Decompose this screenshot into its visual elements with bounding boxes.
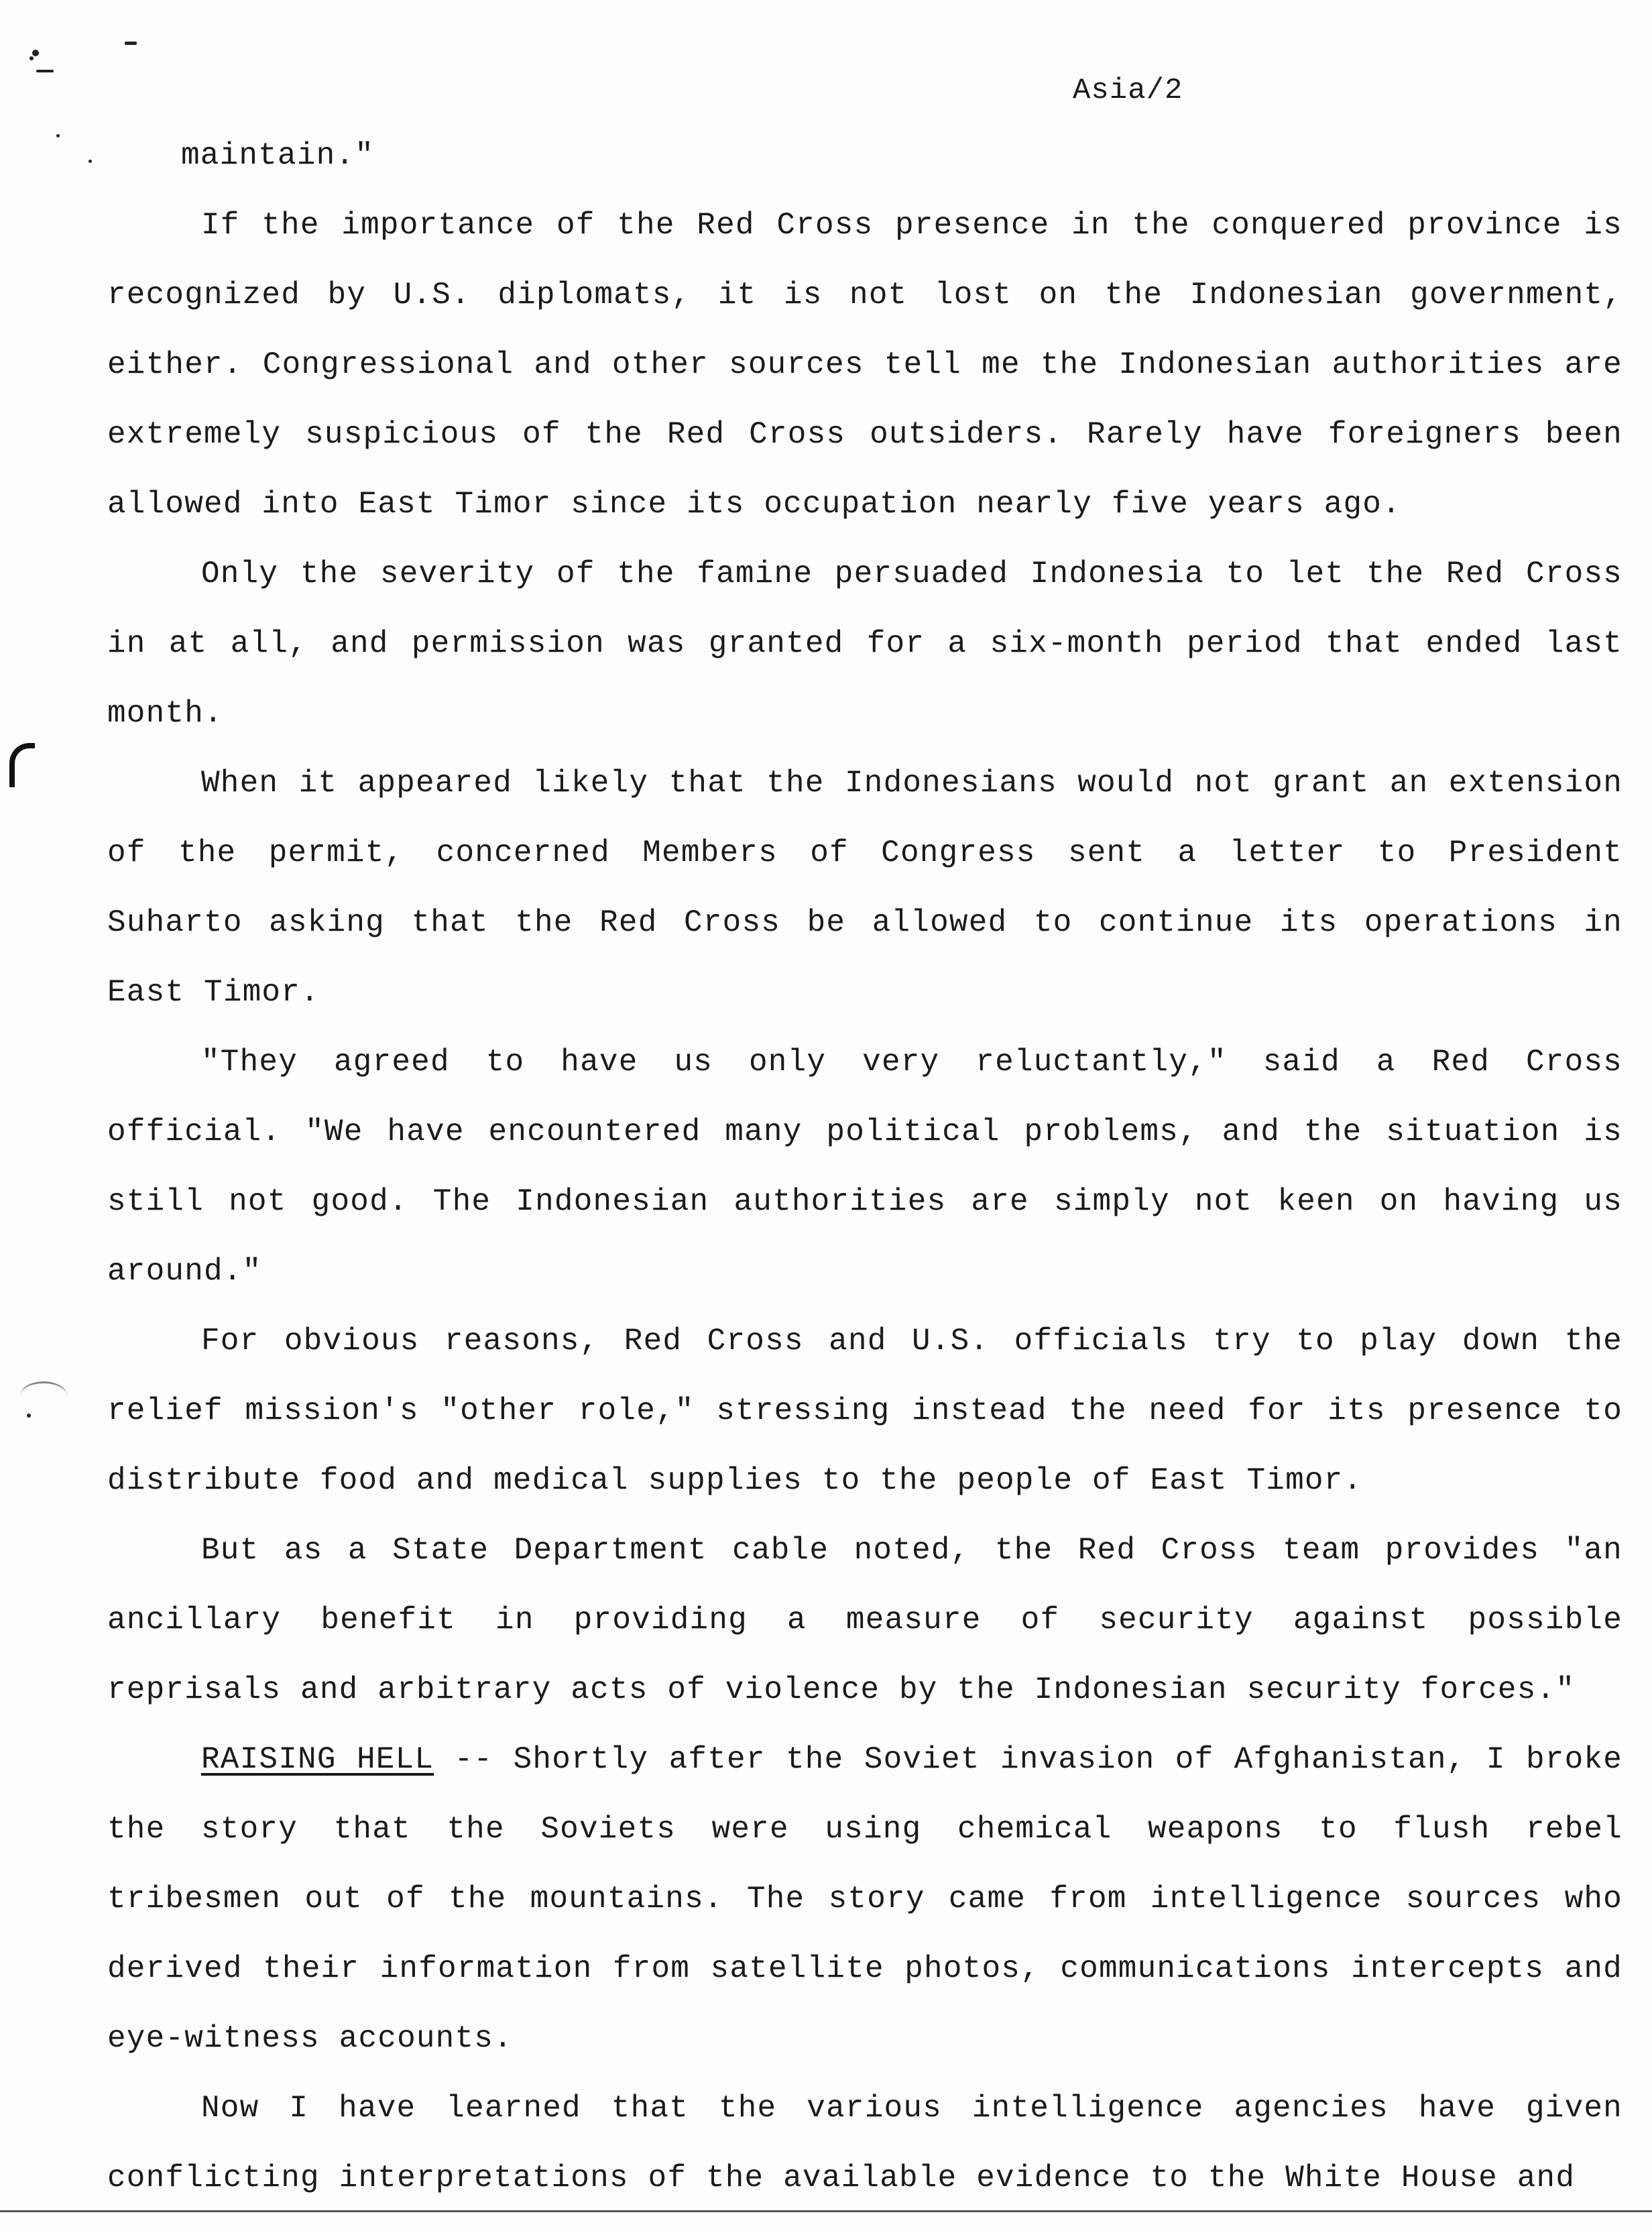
section-heading-raising-hell: RAISING HELL: [201, 1742, 434, 1777]
scan-speck: [32, 50, 39, 56]
raising-hell-text: -- Shortly after the Soviet invasion of Afghanistan, I broke the story that the Soviets were using chemical weapons to flush rebel tribesmen out of the mountains. The story came from intelligence sources who derived their information from satellite photos, communications intercepts and eye-witness accounts.: [107, 1742, 1623, 2056]
paragraph-raising-hell: [107, 1725, 1622, 2073]
article-body: [107, 121, 1622, 2213]
scan-speck: [36, 70, 54, 72]
scan-mark: [20, 1381, 67, 1410]
paragraph-congress-letter: When it appeared likely that the Indonesians would not grant an extension of the permit, concerned Members of Congress sent a letter to President Suharto asking that the Red Cross be allowed to continue its operations in East Timor.: [107, 766, 1622, 1010]
paragraph-other-role: For obvious reasons, Red Cross and U.S. officials try to play down the relief mission's "other role," stressing instead the need for its presence to distribute food and medical supplies to the people of East Timor.: [107, 1324, 1622, 1498]
scan-speck: [88, 160, 92, 163]
paragraph-conflicting-interpretations: Now I have learned that the various intelligence agencies have given conflicting interpretations of the available evidence to the White House and: [107, 2091, 1622, 2195]
paragraph-state-dept-cable: But as a State Department cable noted, the Red Cross team provides "an ancillary benefit in providing a measure of security against possible reprisals and arbitrary acts of violence by the Indonesian security forces.": [107, 1533, 1622, 1707]
paragraph-famine-permission: Only the severity of the famine persuaded Indonesia to let the Red Cross in at all, and permission was granted for a six-month period that ended last month.: [107, 557, 1622, 731]
scan-mark: [9, 743, 35, 787]
paragraph-official-quote: "They agreed to have us only very reluctantly," said a Red Cross official. "We have encountered many political problems, and the situation is still not good. The Indonesian authorities are simply not keen on having us around.": [107, 1045, 1622, 1289]
scan-speck: [125, 42, 137, 45]
scan-edge-line: [0, 2210, 1652, 2212]
scan-speck: [27, 1414, 31, 1418]
scan-speck: [30, 56, 34, 60]
paragraph-continuation: maintain.": [181, 138, 375, 173]
scan-speck: [56, 134, 60, 137]
paragraph-red-cross-presence: If the importance of the Red Cross presence in the conquered province is recognized by U.S. diplomats, it is not lost on the Indonesian government, either. Congressional and other sources tell me the Indonesian authorities are extremely suspicious of the Red Cross outsiders. Rarely have foreigners been allowed into East Timor since its occupation nearly five years ago.: [107, 208, 1622, 522]
page-number: Asia/2: [1073, 74, 1183, 107]
